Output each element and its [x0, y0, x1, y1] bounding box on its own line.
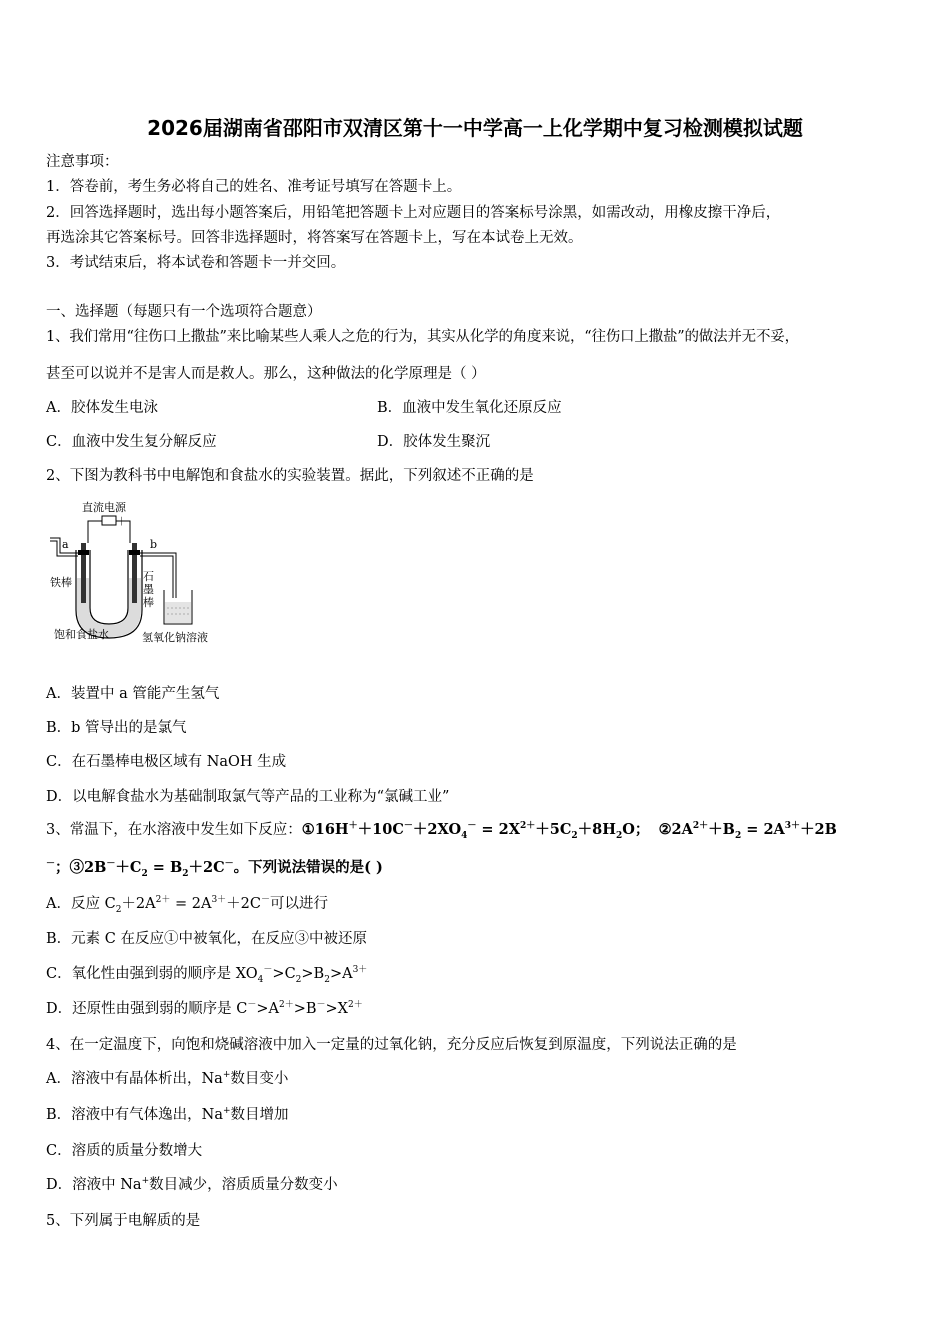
fig-label-naoh: 氢氧化钠溶液 [142, 631, 208, 644]
notice-item: 再选涂其它答案标号。回答非选择题时，将答案写在答题卡上，写在本试卷上无效。 [46, 230, 583, 246]
q3-option-b: B．元素 C 在反应①中被氧化，在反应③中被还原 [46, 931, 367, 947]
q3-reaction-1: $①16H^++10C^-+2XO_4^- = 2X^{2+}+5C_2+8H_2O$； [301, 821, 650, 841]
fig-label-graphite: 石 [143, 570, 154, 583]
q4-option-b: B．溶液中有气体逸出，Na+数目增加 [46, 1106, 289, 1123]
q2-stem: 2、下图为教科书中电解饱和食盐水的实验装置。据此，下列叙述不正确的是 [46, 468, 534, 484]
q3-stem-line1 [46, 820, 837, 840]
notice-item: 3．考试结束后，将本试卷和答题卡一并交回。 [46, 255, 346, 271]
q2-option-d: D．以电解食盐水为基础制取氯气等产品的工业称为“氯碱工业” [46, 789, 450, 805]
electrolysis-apparatus-figure [46, 498, 226, 648]
q4-stem: 4、在一定温度下，向饱和烧碱溶液中加入一定量的过氧化钠，充分反应后恢复到原温度，下列说法正确的是 [46, 1037, 737, 1053]
q1-stem-line2: 甚至可以说并不是害人而是救人。那么，这种做法的化学原理是（ ） [46, 366, 486, 382]
q3-option-c: C．氧化性由强到弱的顺序是 $XO_4^->C_2>B_2>A^{3+}$ [46, 965, 368, 985]
q1-option-b: B．血液中发生氧化还原反应 [377, 400, 562, 416]
q3-stem-line2: －；$③2B^-+C_2 = B_2+2C^-$。下列说法错误的是( ) [46, 859, 383, 879]
q5-stem: 5、下列属于电解质的是 [46, 1213, 201, 1229]
page-title: 2026届湖南省邵阳市双清区第十一中学高一上化学期中复习检测模拟试题 [147, 116, 803, 140]
q4-option-a: A．溶液中有晶体析出，Na+数目变小 [46, 1070, 289, 1087]
notice-item: 1．答卷前，考生务必将自己的姓名、准考证号填写在答题卡上。 [46, 179, 462, 195]
fig-label-graphite: 墨 [143, 583, 154, 596]
q2-option-a: A．装置中 a 管能产生氢气 [46, 686, 220, 702]
q1-option-d: D．胶体发生聚沉 [377, 434, 491, 450]
q2-option-b: B．b 管导出的是氯气 [46, 720, 187, 736]
fig-label-a: a [62, 538, 69, 551]
fig-label-plus: ＋ [116, 515, 127, 528]
notice-item: 2．回答选择题时，选出每小题答案后，用铅笔把答题卡上对应题目的答案标号涂黑，如需改动，用橡皮擦干净后， [46, 205, 781, 221]
q3-reaction-2: $②2A^{2+}+B_2 = 2A^{3+}+2B$ [658, 821, 837, 841]
section-heading: 一、选择题（每题只有一个选项符合题意） [46, 304, 322, 320]
q3-option-d: D．还原性由强到弱的顺序是 $C^->A^{2+}>B^->X^{2+}$ [46, 1000, 363, 1017]
notice-heading: 注意事项： [46, 154, 119, 170]
q4-option-d: D．溶液中 Na+数目减少，溶质质量分数变小 [46, 1176, 338, 1193]
q1-stem-line1: 1、我们常用“往伤口上撒盐”来比喻某些人乘人之危的行为，其实从化学的角度来说，“往伤口上撒盐”的做法并无不妥， [46, 329, 799, 345]
q3-stem-prefix: 3、常温下，在水溶液中发生如下反应： [46, 822, 302, 838]
q2-option-c: C．在石墨棒电极区域有 NaOH 生成 [46, 754, 287, 770]
fig-label-minus: － [88, 515, 99, 528]
fig-label-b: b [150, 538, 158, 551]
fig-label-graphite: 棒 [143, 596, 154, 609]
fig-label-iron: 铁棒 [50, 576, 72, 589]
q1-option-c: C．血液中发生复分解反应 [46, 434, 217, 450]
q1-option-a: A．胶体发生电泳 [46, 400, 158, 416]
q4-option-c: C．溶质的质量分数增大 [46, 1143, 203, 1159]
fig-label-brine: 饱和食盐水 [54, 628, 109, 641]
q3-option-a: A．反应 $C_2+2A^{2+} = 2A^{3+}+2C^-$可以进行 [46, 895, 329, 915]
fig-label-power: 直流电源 [82, 501, 126, 514]
